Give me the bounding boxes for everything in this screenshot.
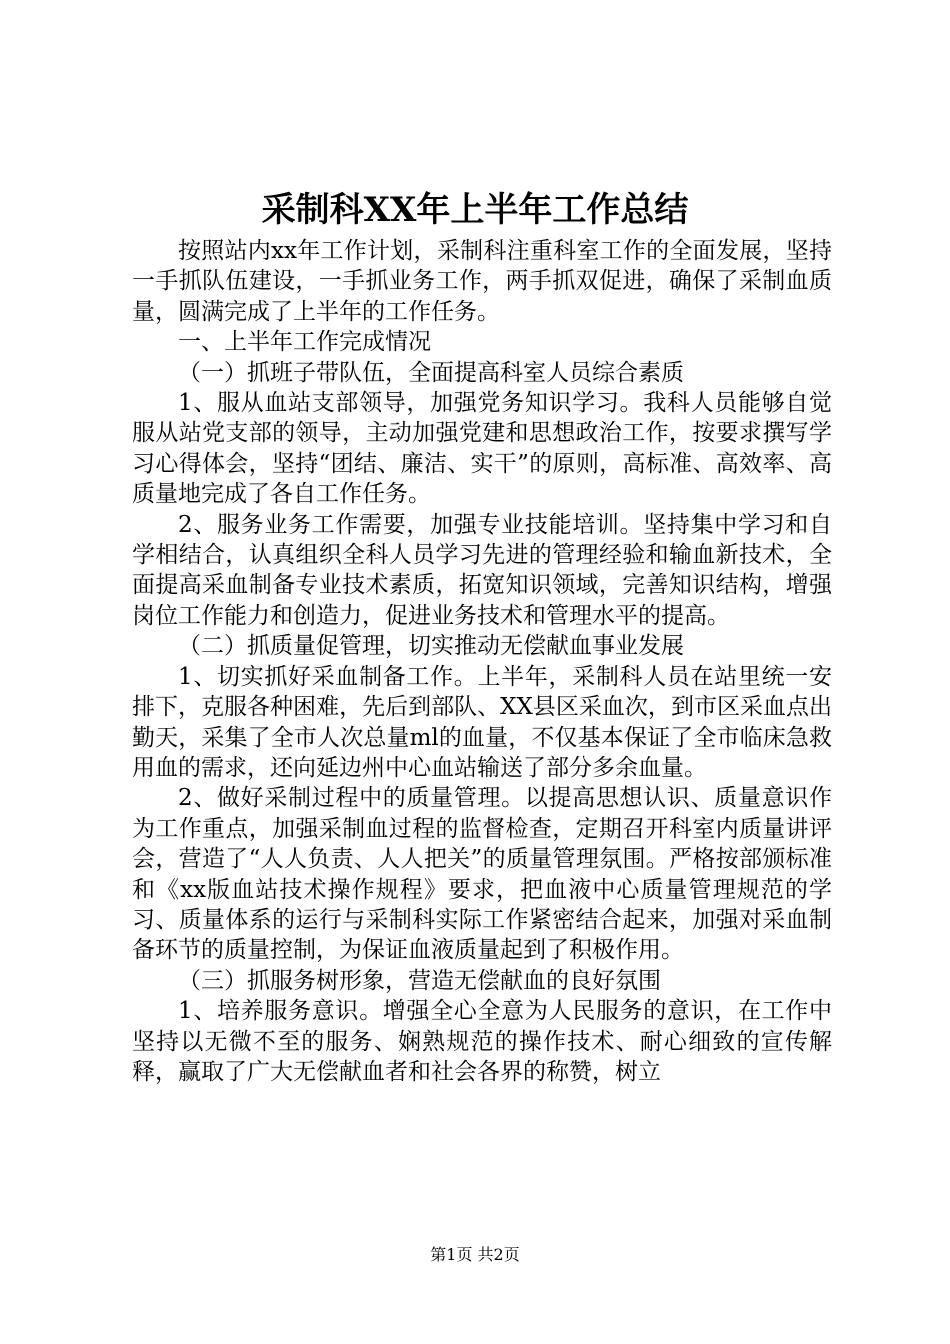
heading-subsection-3: （三）抓服务树形象，营造无偿献血的良好氛围 [178,967,661,994]
paragraph-1-1: 1、服从血站支部领导，加强党务知识学习。我科人员能够自觉服从站党支部的领导，主动加强党建和思想政治工作，按要求撰写学习心得体会，坚持“团结、廉洁、实干”的原则，高标准、高效率、高质量地完成了各自工作任务。 [132,390,832,508]
heading-section-1: 一、上半年工作完成情况 [178,329,431,356]
document-body [132,236,832,1087]
heading-subsection-1: （一）抓班子带队伍，全面提高科室人员综合素质 [178,359,684,386]
document-title: 采制科XX年上半年工作总结 [261,190,689,230]
paragraph-3-1: 1、培养服务意识。增强全心全意为人民服务的意识，在工作中坚持以无微不至的服务、娴熟规范的操作技术、耐心细致的宣传解释，赢取了广大无偿献血者和社会各界的称赞，树立 [132,998,832,1085]
page-footer: 第1页 共2页 [430,1245,520,1264]
paragraph-intro: 按照站内xx年工作计划，采制科注重科室工作的全面发展，坚持一手抓队伍建设，一手抓业务工作，两手抓双促进，确保了采制血质量，圆满完成了上半年的工作任务。 [132,238,832,325]
paragraph-2-2: 2、做好采制过程中的质量管理。以提高思想认识、质量意识作为工作重点，加强采制血过程的监督检查，定期召开科室内质量讲评会，营造了“人人负责、人人把关”的质量管理氛围。严格按部颁标准和《xx版血站技术操作规程》要求，把血液中心质量管理规范的学习、质量体系的运行与采制科实际工作紧密结合起来，加强对采血制备环节的质量控制，为保证血液质量起到了积极作用。 [132,785,832,964]
paragraph-1-2: 2、服务业务工作需要，加强专业技能培训。坚持集中学习和自学相结合，认真组织全科人员学习先进的管理经验和输血新技术，全面提高采血制备专业技术素质，拓宽知识领域，完善知识结构，增强岗位工作能力和创造力，促进业务技术和管理水平的提高。 [132,511,832,629]
heading-subsection-2: （二）抓质量促管理，切实推动无偿献血事业发展 [178,633,684,660]
paragraph-2-1: 1、切实抓好采血制备工作。上半年，采制科人员在站里统一安排下，克服各种困难，先后到部队、XX县区采血次，到市区采血点出勤天，采集了全市人次总量ml的血量，不仅基本保证了全市临床急救用血的需求，还向延边州中心血站输送了部分多余血量。 [132,663,832,781]
